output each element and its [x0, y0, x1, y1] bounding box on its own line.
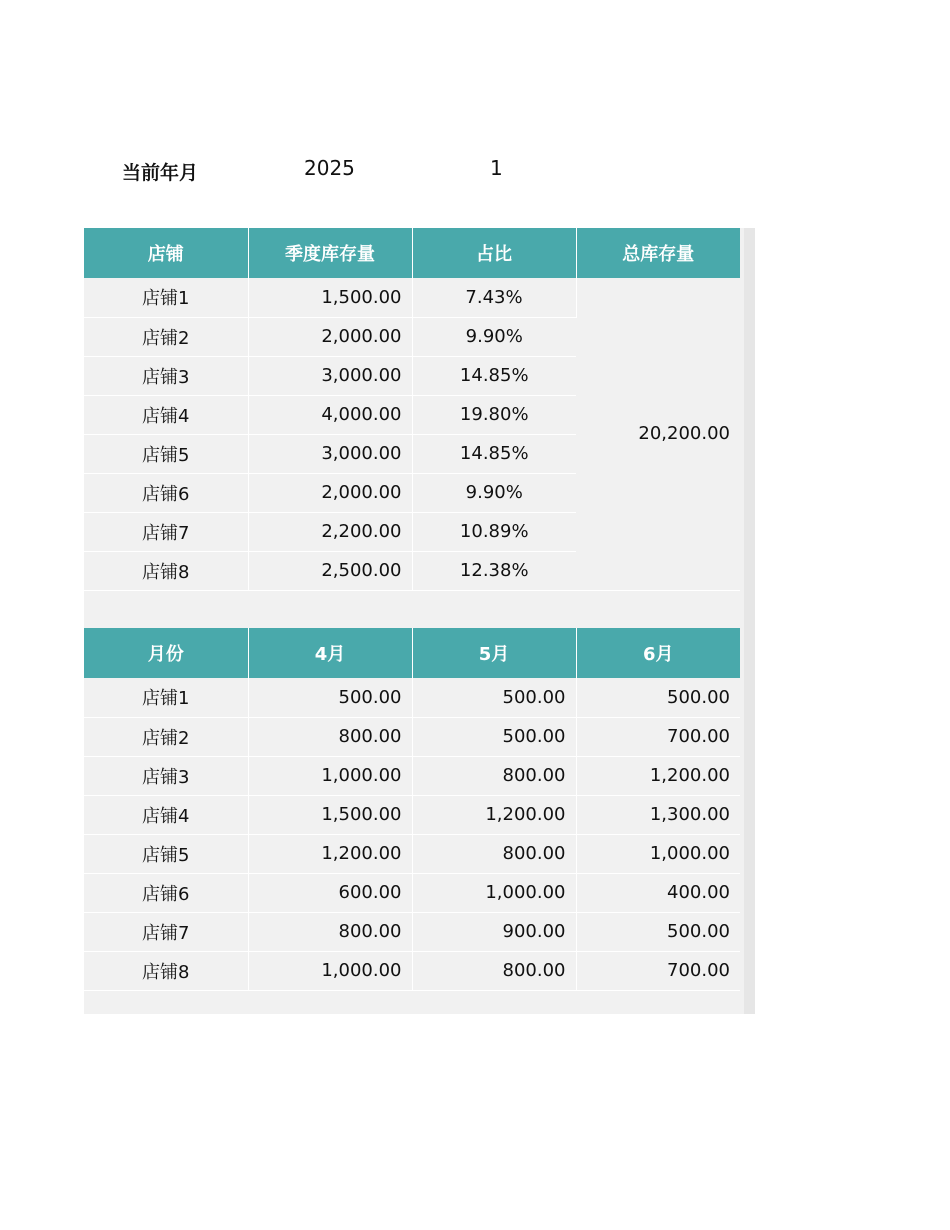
april-cell[interactable]: 800.00 — [248, 912, 412, 951]
april-cell[interactable]: 1,000.00 — [248, 951, 412, 990]
header-share: 占比 — [412, 228, 576, 278]
header-june: 6月 — [576, 628, 740, 678]
header-month: 月份 — [84, 628, 248, 678]
pct-cell[interactable]: 19.80% — [412, 395, 576, 434]
april-cell[interactable]: 600.00 — [248, 873, 412, 912]
april-cell[interactable]: 500.00 — [248, 678, 412, 717]
june-cell[interactable]: 500.00 — [576, 912, 740, 951]
april-cell[interactable]: 1,200.00 — [248, 834, 412, 873]
april-cell[interactable]: 800.00 — [248, 717, 412, 756]
qty-cell[interactable]: 1,500.00 — [248, 278, 412, 317]
current-period-row — [0, 155, 950, 185]
may-cell[interactable]: 500.00 — [412, 717, 576, 756]
store-cell[interactable]: 店铺7 — [84, 512, 248, 551]
month-value[interactable]: 1 — [490, 156, 503, 180]
april-cell[interactable]: 1,500.00 — [248, 795, 412, 834]
store-cell[interactable]: 店铺6 — [84, 873, 248, 912]
qty-cell[interactable]: 2,000.00 — [248, 317, 412, 356]
pct-cell[interactable]: 14.85% — [412, 434, 576, 473]
store-cell[interactable]: 店铺8 — [84, 951, 248, 990]
may-cell[interactable]: 800.00 — [412, 834, 576, 873]
qty-cell[interactable]: 2,500.00 — [248, 551, 412, 590]
table-row — [84, 873, 740, 912]
june-cell[interactable]: 700.00 — [576, 951, 740, 990]
store-cell[interactable]: 店铺1 — [84, 678, 248, 717]
store-cell[interactable]: 店铺3 — [84, 756, 248, 795]
store-cell[interactable]: 店铺8 — [84, 551, 248, 590]
total-inventory-cell[interactable]: 20,200.00 — [576, 278, 740, 590]
june-cell[interactable]: 1,200.00 — [576, 756, 740, 795]
qty-cell[interactable]: 2,000.00 — [248, 473, 412, 512]
april-cell[interactable]: 1,000.00 — [248, 756, 412, 795]
pct-cell[interactable]: 9.90% — [412, 317, 576, 356]
store-cell[interactable]: 店铺5 — [84, 834, 248, 873]
monthly-inventory-table — [84, 628, 740, 991]
june-cell[interactable]: 1,300.00 — [576, 795, 740, 834]
year-value[interactable]: 2025 — [304, 156, 355, 180]
qty-cell[interactable]: 3,000.00 — [248, 434, 412, 473]
june-cell[interactable]: 400.00 — [576, 873, 740, 912]
table-row — [84, 717, 740, 756]
pct-cell[interactable]: 9.90% — [412, 473, 576, 512]
table-row — [84, 834, 740, 873]
store-cell[interactable]: 店铺6 — [84, 473, 248, 512]
table-header-row — [84, 628, 740, 678]
header-store: 店铺 — [84, 228, 248, 278]
table-row — [84, 912, 740, 951]
quarterly-inventory-table — [84, 228, 740, 591]
sheet-right-edge — [744, 228, 755, 1014]
store-cell[interactable]: 店铺2 — [84, 717, 248, 756]
header-april: 4月 — [248, 628, 412, 678]
qty-cell[interactable]: 4,000.00 — [248, 395, 412, 434]
table-row — [84, 795, 740, 834]
store-cell[interactable]: 店铺5 — [84, 434, 248, 473]
header-may: 5月 — [412, 628, 576, 678]
store-cell[interactable]: 店铺7 — [84, 912, 248, 951]
june-cell[interactable]: 500.00 — [576, 678, 740, 717]
may-cell[interactable]: 1,200.00 — [412, 795, 576, 834]
header-quarter-qty: 季度库存量 — [248, 228, 412, 278]
store-cell[interactable]: 店铺4 — [84, 395, 248, 434]
current-period-label: 当前年月 — [122, 162, 199, 184]
table-header-row — [84, 228, 740, 278]
pct-cell[interactable]: 10.89% — [412, 512, 576, 551]
june-cell[interactable]: 700.00 — [576, 717, 740, 756]
june-cell[interactable]: 1,000.00 — [576, 834, 740, 873]
may-cell[interactable]: 500.00 — [412, 678, 576, 717]
table-row — [84, 678, 740, 717]
may-cell[interactable]: 1,000.00 — [412, 873, 576, 912]
store-cell[interactable]: 店铺1 — [84, 278, 248, 317]
may-cell[interactable]: 900.00 — [412, 912, 576, 951]
table-row — [84, 278, 740, 317]
qty-cell[interactable]: 2,200.00 — [248, 512, 412, 551]
pct-cell[interactable]: 14.85% — [412, 356, 576, 395]
pct-cell[interactable]: 7.43% — [412, 278, 576, 317]
pct-cell[interactable]: 12.38% — [412, 551, 576, 590]
store-cell[interactable]: 店铺2 — [84, 317, 248, 356]
store-cell[interactable]: 店铺4 — [84, 795, 248, 834]
table-row — [84, 756, 740, 795]
may-cell[interactable]: 800.00 — [412, 756, 576, 795]
header-total-qty: 总库存量 — [576, 228, 740, 278]
may-cell[interactable]: 800.00 — [412, 951, 576, 990]
table-row — [84, 951, 740, 990]
qty-cell[interactable]: 3,000.00 — [248, 356, 412, 395]
store-cell[interactable]: 店铺3 — [84, 356, 248, 395]
